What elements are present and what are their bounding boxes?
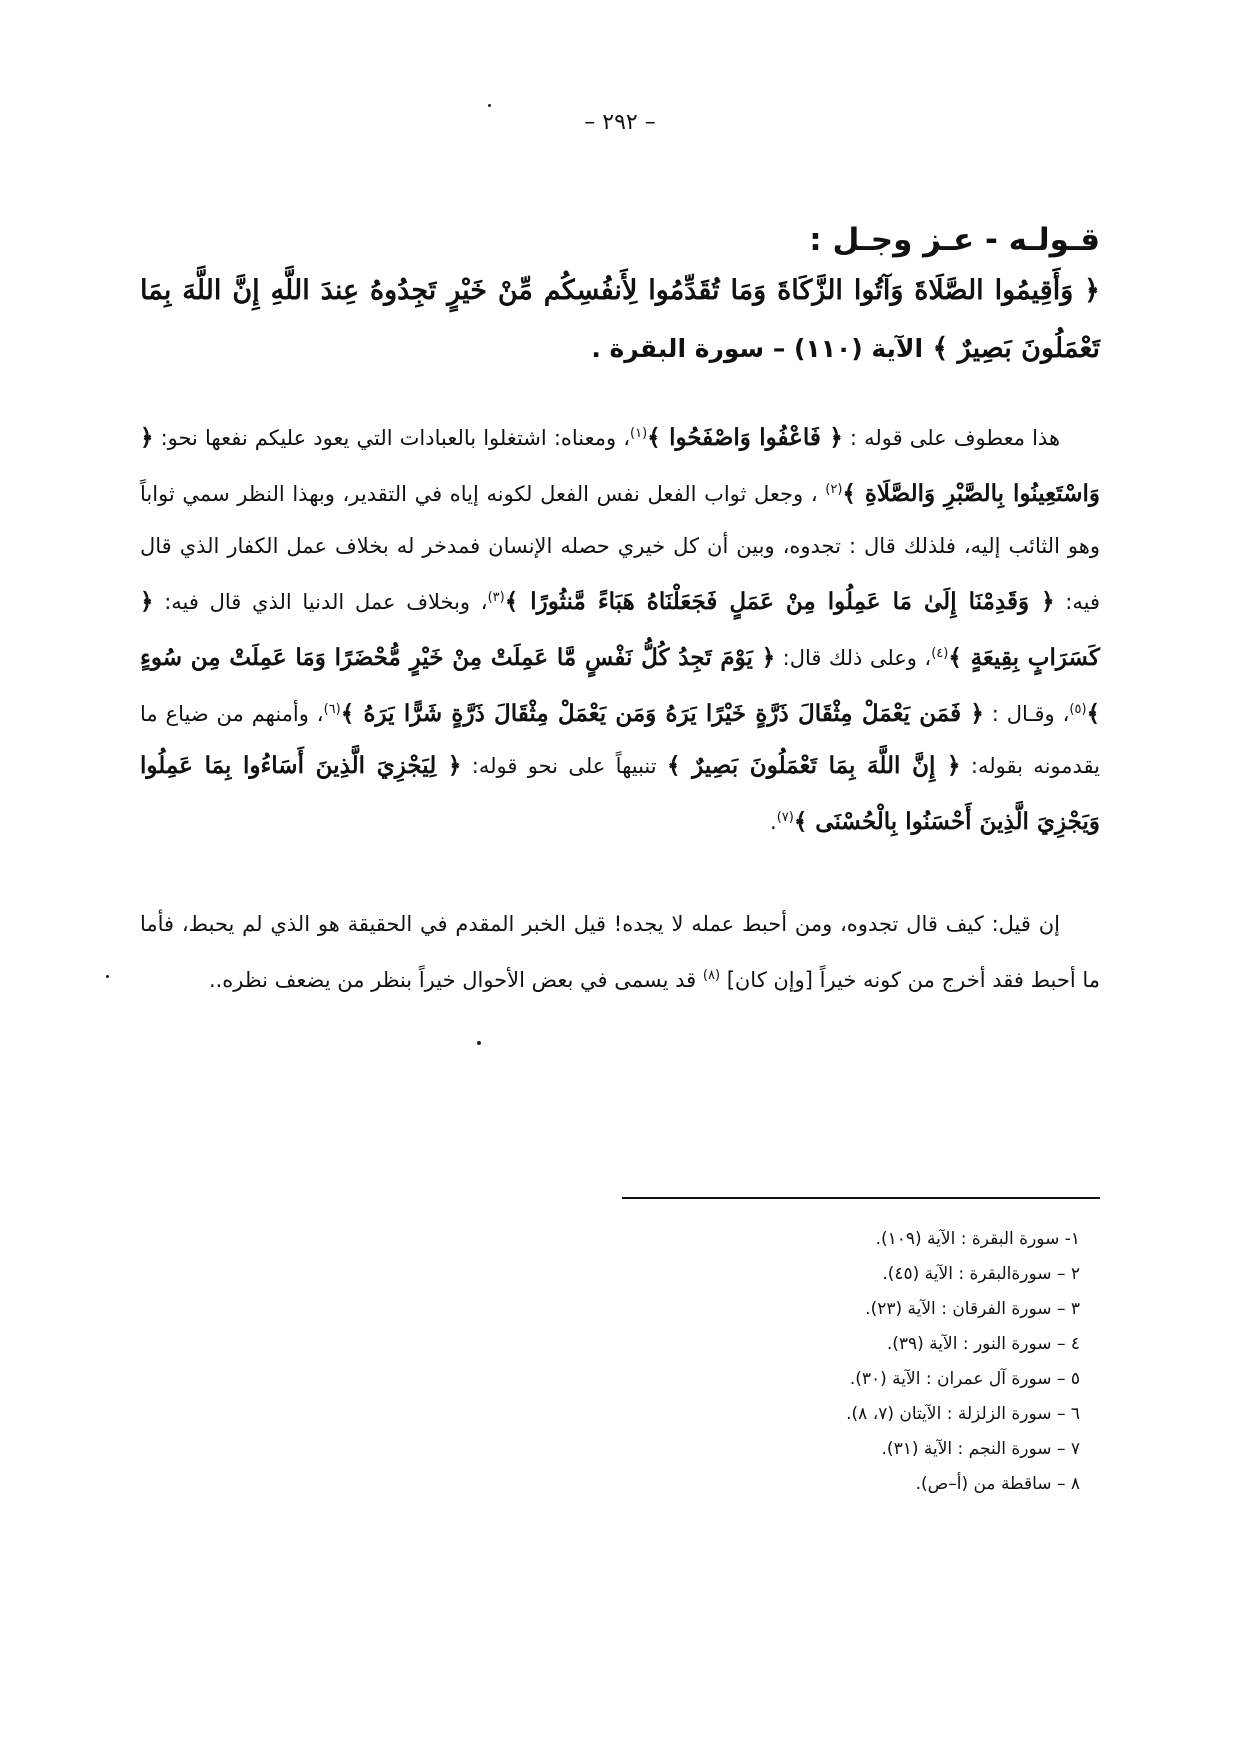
scan-speck: [106, 975, 109, 978]
text-segment: ، وجعل ثواب الفعل نفس الفعل لكونه إياه في التقدير، وبهذا النظر سمي ثواباً وهو الثائب إليه، فلذلك قال : تجدوه، وبين أن كل خيري حصله الإنسان فمدخر له بخلاف عمل الكفار الذي قال فيه:: [140, 482, 1100, 614]
main-verse: [140, 262, 1100, 378]
footnote-item: ٧ – سورة النجم : الآية (٣١).: [881, 1439, 1080, 1459]
quran-quote: ﴿ فَاعْفُوا وَاصْفَحُوا ﴾: [647, 424, 843, 451]
verse-reference: الآية (١١٠) – سورة البقرة .: [591, 334, 924, 363]
footnote-ref[interactable]: (٢): [825, 482, 843, 497]
quran-quote: ﴿ كَسَرَابٍ بِقِيعَةٍ ﴾: [140, 588, 1100, 671]
scan-speck: [477, 1041, 481, 1045]
footnote-ref[interactable]: (٦): [323, 702, 341, 717]
footnote-item: ٦ – سورة الزلزلة : الآيتان (٧، ٨).: [846, 1404, 1080, 1424]
verse-text: ﴿ وَأَقِيمُوا الصَّلَاةَ وَآتُوا الزَّكَاةَ وَمَا تُقَدِّمُوا لِأَنفُسِكُم مِّنْ خَيْرٍ تَجِدُوهُ عِندَ اللَّهِ إِنَّ اللَّهَ بِمَا تَعْمَلُونَ بَصِيرٌ ﴾: [140, 275, 1100, 364]
text-segment: هذا معطوف على قوله :: [842, 426, 1061, 450]
footnote-ref[interactable]: (٣): [487, 590, 505, 605]
commentary-paragraph: [140, 408, 1100, 848]
text-segment: ، وبخلاف عمل الدنيا الذي قال فيه:: [153, 590, 488, 614]
text-segment: .: [770, 810, 777, 834]
commentary-paragraph: [140, 898, 1100, 1006]
text-segment: قد يسمى في بعض الأحوال خيراً بنظر من يضعف نظره..: [208, 968, 703, 992]
footnote-item: ٨ – ساقطة من (أ–ص).: [915, 1474, 1080, 1494]
footnote-ref[interactable]: (٧): [776, 810, 794, 825]
quran-quote: ﴿ يَوْمَ تَجِدُ كُلُّ نَفْسٍ مَّا عَمِلَتْ مِنْ خَيْرٍ مُّحْضَرًا وَمَا عَمِلَتْ مِن سُوءٍ ﴾: [140, 644, 1100, 727]
footnote-ref[interactable]: (١): [630, 426, 648, 441]
quran-quote: ﴿ فَمَن يَعْمَلْ مِثْقَالَ ذَرَّةٍ خَيْرًا يَرَهُ وَمَن يَعْمَلْ مِثْقَالَ ذَرَّةٍ شَرًّا يَرَهُ ﴾: [340, 700, 984, 727]
text-segment: ، وأمنهم من ضياع ما يقدمونه بقوله:: [140, 702, 1100, 778]
text-segment: إن قيل: كيف قال تجدوه، ومن أحبط عمله لا يجده! قيل الخبر المقدم في الحقيقة هو الذي لم يحبط، فأما ما أحبط فقد أخرج من كونه خيراً [وإن كان]: [140, 912, 1100, 992]
quran-quote: ﴿ لِيَجْزِيَ الَّذِينَ أَسَاءُوا بِمَا عَمِلُوا وَيَجْزِيَ الَّذِينَ أَحْسَنُوا بِالْحُسْنَى ﴾: [140, 752, 1100, 835]
section-heading: قـولـه - عـز وجـل :: [809, 222, 1100, 258]
footnote-ref[interactable]: (٨): [702, 968, 721, 983]
quran-quote: ﴿ وَاسْتَعِينُوا بِالصَّبْرِ وَالصَّلَاةِ ﴾: [140, 424, 1100, 507]
text-segment: ، وقـال :: [983, 702, 1070, 726]
footnote-divider: [622, 1197, 1100, 1199]
text-segment: ، وعلى ذلك قال:: [775, 646, 932, 670]
footnote-item: ٥ – سورة آل عمران : الآية (٣٠).: [849, 1369, 1080, 1389]
footnote-item: ١- سورة البقرة : الآية (١٠٩).: [875, 1229, 1080, 1249]
scan-speck: [488, 104, 491, 107]
footnote-ref[interactable]: (٤): [931, 646, 949, 661]
text-segment: تنبيهاً على نحو قوله:: [461, 754, 667, 778]
text-segment: ، ومعناه: اشتغلوا بالعبادات التي يعود عليكم نفعها نحو:: [153, 426, 631, 450]
footnote-item: ٤ – سورة النور : الآية (٣٩).: [886, 1334, 1080, 1354]
footnote-ref[interactable]: (٥): [1069, 702, 1087, 717]
page-number: – ٢٩٢ –: [584, 110, 656, 135]
footnote-item: ٣ – سورة الفرقان : الآية (٢٣).: [865, 1299, 1080, 1319]
quran-quote: ﴿ إِنَّ اللَّهَ بِمَا تَعْمَلُونَ بَصِيرٌ ﴾: [666, 752, 961, 779]
footnotes-list: [580, 1222, 1080, 1502]
footnote-item: ٢ – سورةالبقرة : الآية (٤٥).: [882, 1264, 1080, 1284]
quran-quote: ﴿ وَقَدِمْنَا إِلَىٰ مَا عَمِلُوا مِنْ عَمَلٍ فَجَعَلْنَاهُ هَبَاءً مَّنثُورًا ﴾: [504, 588, 1055, 615]
